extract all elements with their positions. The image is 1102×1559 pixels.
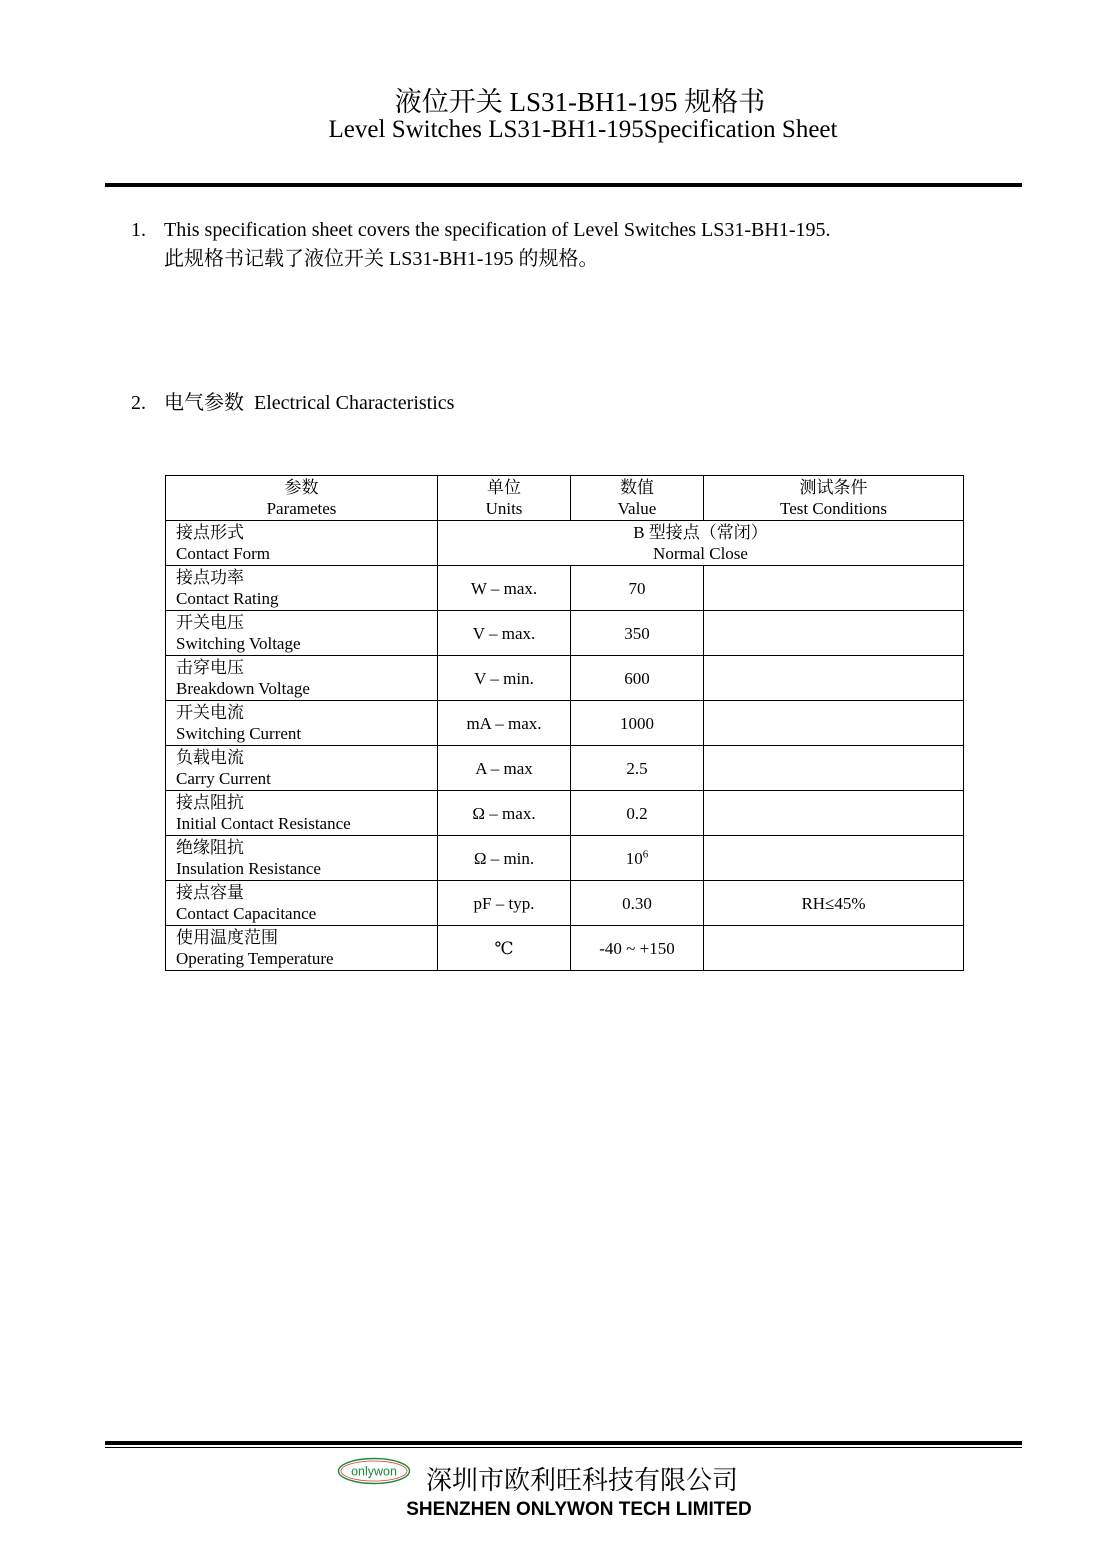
condition-cell: RH≤45% — [704, 881, 964, 926]
param-cell — [166, 566, 438, 611]
value-cell — [571, 836, 704, 881]
value-cell: 600 — [571, 656, 704, 701]
param-name-cn: 开关电流 — [176, 703, 244, 722]
section-heading: 电气参数 Electrical Characteristics — [164, 392, 455, 414]
condition-cell — [704, 926, 964, 971]
param-name-cn: 击穿电压 — [176, 658, 244, 677]
param-cell — [166, 521, 438, 566]
param-cell — [166, 746, 438, 791]
condition-cell — [704, 611, 964, 656]
company-name-en: SHENZHEN ONLYWON TECH LIMITED — [406, 1499, 752, 1520]
table-row — [166, 611, 964, 656]
param-name-cn: 开关电压 — [176, 613, 244, 632]
param-name-en: Switching Voltage — [176, 634, 301, 653]
param-name-en: Carry Current — [176, 769, 271, 788]
param-cell — [166, 836, 438, 881]
condition-cell — [704, 746, 964, 791]
contact-form-value-cell — [438, 521, 964, 566]
condition-cell — [704, 836, 964, 881]
footer-divider-thin — [105, 1447, 1022, 1448]
section-electrical — [131, 389, 1031, 419]
contact-form-value-en: Normal Close — [653, 544, 748, 563]
header-test-conditions — [704, 476, 964, 521]
footer-divider-thick — [105, 1441, 1022, 1445]
unit-cell: mA – max. — [438, 701, 571, 746]
scope-text-en: This specification sheet covers the specification of Level Switches LS31-BH1-195. — [164, 219, 831, 241]
header-parameters — [166, 476, 438, 521]
value-cell: 1000 — [571, 701, 704, 746]
unit-cell: W – max. — [438, 566, 571, 611]
param-cell — [166, 791, 438, 836]
header-label-en: Value — [617, 499, 657, 518]
company-name-cn: 深圳市欧利旺科技有限公司 — [426, 1466, 739, 1496]
electrical-characteristics-table — [165, 475, 964, 971]
unit-cell: Ω – min. — [438, 836, 571, 881]
header-label-en: Units — [485, 499, 523, 518]
company-logo — [337, 1457, 411, 1485]
value-cell: -40 ~ +150 — [571, 926, 704, 971]
table-row — [166, 881, 964, 926]
header-value — [571, 476, 704, 521]
table-row — [166, 746, 964, 791]
table-row — [166, 836, 964, 881]
contact-form-value-cn: B 型接点（常闭） — [633, 523, 768, 542]
section-scope — [131, 216, 1031, 276]
document-title-cn: 液位开关 LS31-BH1-195 规格书 — [394, 87, 766, 117]
condition-cell — [704, 656, 964, 701]
condition-cell — [704, 566, 964, 611]
param-name-en: Initial Contact Resistance — [176, 814, 351, 833]
value-cell: 0.2 — [571, 791, 704, 836]
param-name-en: Breakdown Voltage — [176, 679, 310, 698]
table-row — [166, 521, 964, 566]
param-name-en: Contact Form — [176, 544, 270, 563]
header-label-cn: 参数 — [284, 478, 319, 497]
param-cell — [166, 611, 438, 656]
header-divider — [105, 183, 1022, 187]
value-cell: 70 — [571, 566, 704, 611]
param-cell — [166, 701, 438, 746]
param-name-cn: 接点形式 — [176, 523, 244, 542]
condition-cell — [704, 791, 964, 836]
header-units — [438, 476, 571, 521]
header-label-en: Test Conditions — [780, 499, 887, 518]
param-name-en: Switching Current — [176, 724, 302, 743]
param-name-cn: 负载电流 — [176, 748, 244, 767]
unit-cell: pF – typ. — [438, 881, 571, 926]
param-name-en: Contact Capacitance — [176, 904, 317, 923]
unit-cell: V – min. — [438, 656, 571, 701]
header-label-cn: 测试条件 — [799, 478, 868, 497]
condition-cell — [704, 701, 964, 746]
table-row — [166, 701, 964, 746]
param-cell — [166, 881, 438, 926]
table-header-row — [166, 476, 964, 521]
unit-cell: V – max. — [438, 611, 571, 656]
param-name-en: Contact Rating — [176, 589, 279, 608]
param-name-en: Operating Temperature — [176, 949, 334, 968]
table-row — [166, 926, 964, 971]
value-exponent: 6 — [642, 847, 649, 860]
header-label-en: Parametes — [266, 499, 337, 518]
header-label-cn: 数值 — [620, 478, 654, 497]
param-name-cn: 接点阻抗 — [176, 793, 244, 812]
value-cell: 350 — [571, 611, 704, 656]
scope-text-cn: 此规格书记载了液位开关 LS31-BH1-195 的规格。 — [164, 248, 599, 270]
param-cell — [166, 656, 438, 701]
logo-text: onlywon — [351, 1464, 397, 1479]
section-number: 2. — [131, 392, 146, 414]
value-cell: 0.30 — [571, 881, 704, 926]
param-name-en: Insulation Resistance — [176, 859, 321, 878]
param-name-cn: 接点容量 — [176, 883, 244, 902]
unit-cell: Ω – max. — [438, 791, 571, 836]
unit-cell: ℃ — [438, 926, 571, 971]
param-name-cn: 接点功率 — [176, 568, 244, 587]
param-name-cn: 使用温度范围 — [176, 928, 278, 947]
param-name-cn: 绝缘阻抗 — [176, 838, 244, 857]
table-row — [166, 566, 964, 611]
value-base: 10 — [625, 848, 643, 868]
section-number: 1. — [131, 219, 146, 241]
table-row — [166, 656, 964, 701]
table-row — [166, 791, 964, 836]
header-label-cn: 单位 — [487, 478, 521, 497]
param-cell — [166, 926, 438, 971]
document-title-en: Level Switches LS31-BH1-195Specification Sheet — [328, 116, 838, 143]
unit-cell: A – max — [438, 746, 571, 791]
value-cell: 2.5 — [571, 746, 704, 791]
